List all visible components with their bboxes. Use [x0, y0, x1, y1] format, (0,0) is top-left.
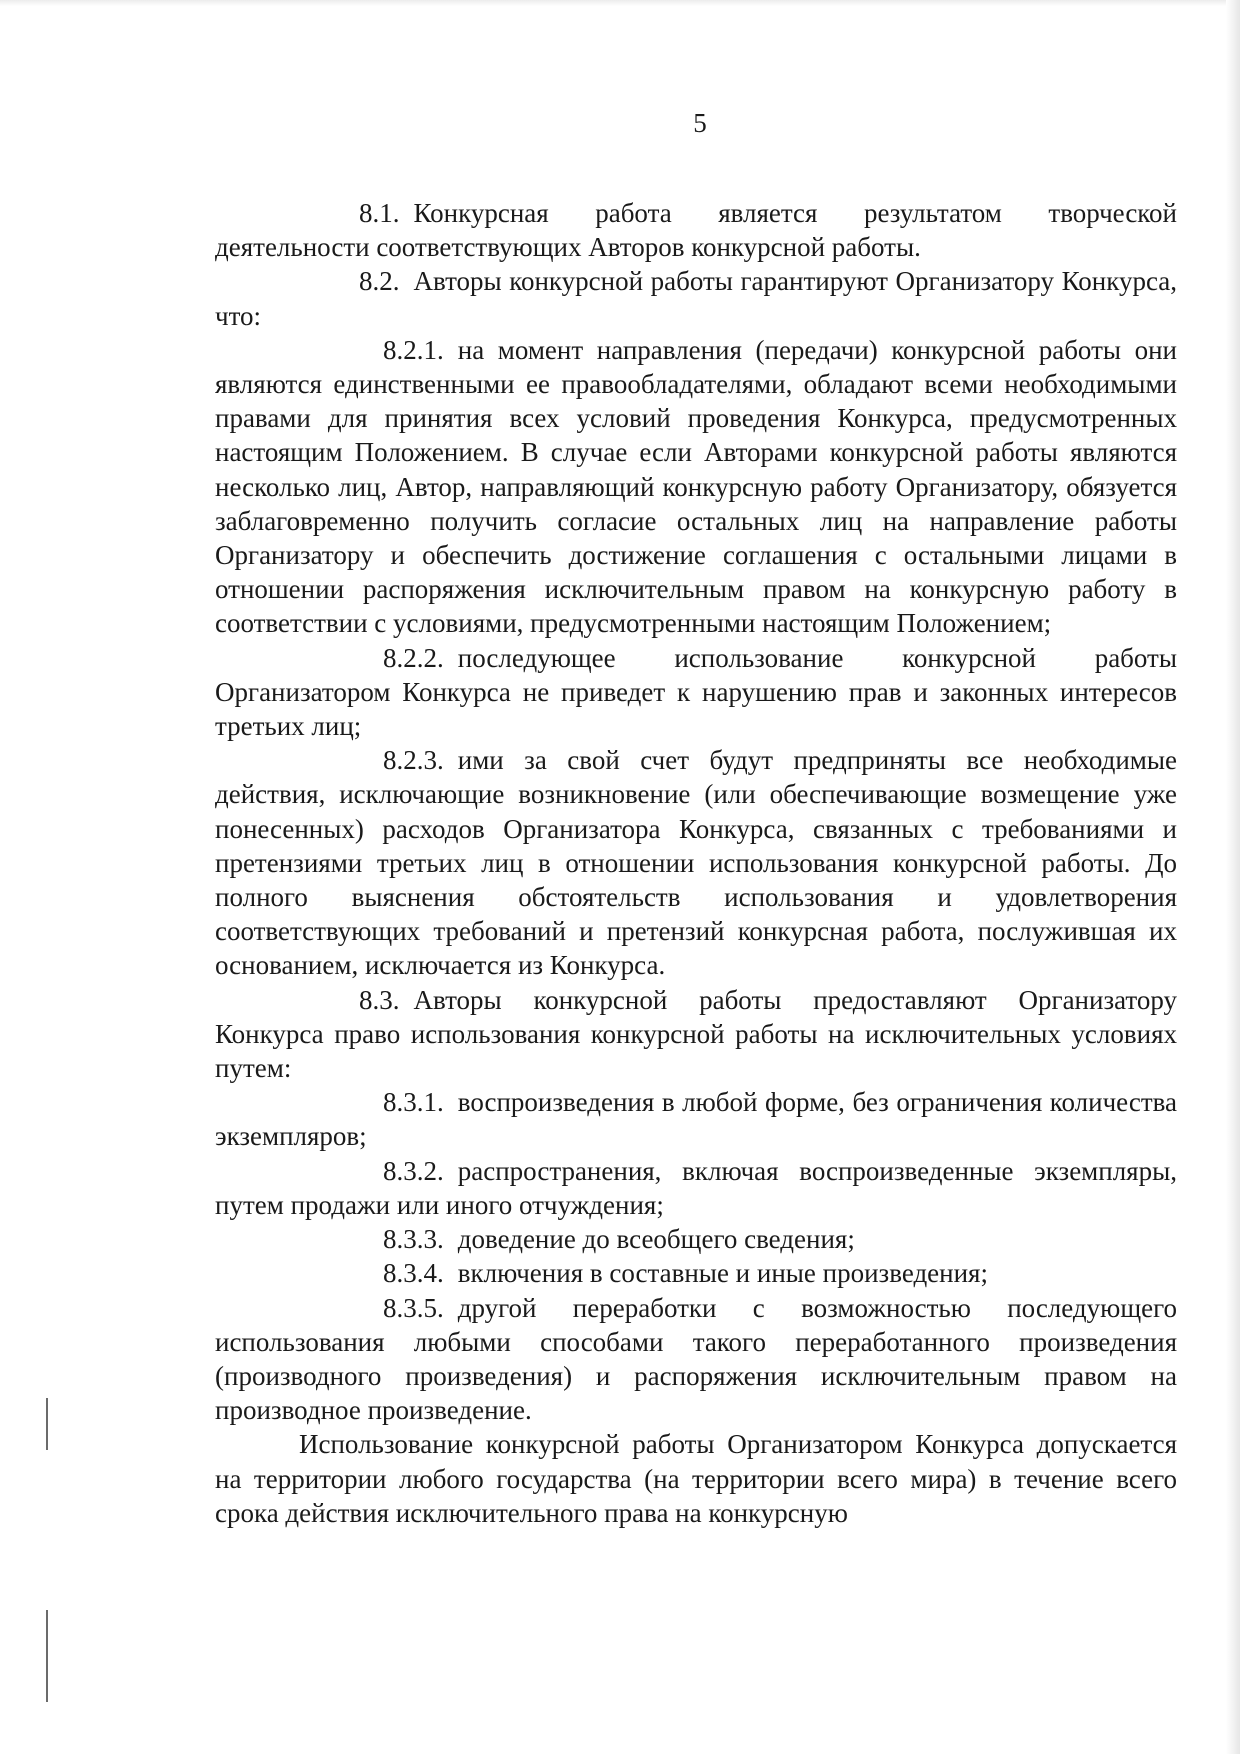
paragraph-number: 8.1.: [359, 198, 400, 228]
paragraph-8-3-2: [215, 1154, 1177, 1222]
paragraph-8-1: [215, 196, 1177, 264]
paragraph-number: 8.2.1.: [383, 334, 444, 365]
paragraph-text: ими за свой счет будут предприняты все необходимые действия, исключающие возникновение (или обеспечивающие возмещение уже понесенных) расходов Организатора Конкурса, связанных с требованиями и претензиями третьих лиц в отношении использования конкурсной работы. До полного выяснения обстоятельств использования и удовлетворения соответствующих требований и претензий конкурсная работа, послужившая их основанием, исключается из Конкурса.: [215, 745, 1177, 981]
paragraph-text: включения в составные и иные произведения;: [457, 1258, 988, 1289]
paragraph-8-3-4: [215, 1256, 1177, 1290]
margin-mark-lower: [46, 1610, 48, 1702]
paragraph-8-2-3: [215, 743, 1177, 982]
paragraph-number: 8.2.: [359, 266, 400, 297]
paragraph-text: распространения, включая воспроизведенные экземпляры, путем продажи или иного отчуждения;: [215, 1155, 1177, 1220]
paragraph-text: другой переработки с возможностью последующего использования любыми способами такого переработанного произведения (производного произведения) и распоряжения исключительным правом на производное произведение.: [215, 1292, 1177, 1426]
paragraph-8-3: [215, 983, 1177, 1086]
paragraph-number: 8.3.4.: [383, 1258, 444, 1289]
paragraph-number: 8.2.3.: [383, 745, 444, 776]
paragraph-text: Конкурсная работа является результатом творческой деятельности соответствующих Авторов конкурсной работы.: [215, 198, 1177, 263]
paragraph-number: 8.2.2.: [383, 642, 444, 673]
paragraph-text: воспроизведения в любой форме, без ограничения количества экземпляров;: [215, 1087, 1177, 1152]
paragraph-text: на момент направления (передачи) конкурсной работы они являются единственными ее правообладателями, обладают всеми необходимыми правами для принятия всех условий проведения Конкурса, предусмотренных настоящим Положением. В случае если Авторами конкурсной работы являются несколько лиц, Автор, направляющий конкурсную работу Организатору, обязуется заблаговременно получить согласие остальных лиц на направление работы Организатору и обеспечить достижение соглашения с остальными лицами в отношении распоряжения исключительным правом на конкурсную работу в соответствии с условиями, предусмотренными настоящим Положением;: [215, 334, 1177, 639]
paragraph-number: 8.3.5.: [383, 1292, 444, 1323]
scan-right-edge: [1226, 0, 1240, 1754]
paragraph-8-2: [215, 264, 1177, 332]
paragraph-8-2-2: [215, 641, 1177, 744]
paragraph-text: Авторы конкурсной работы гарантируют Организатору Конкурса, что:: [215, 266, 1177, 331]
paragraph-number: 8.3.: [359, 984, 400, 1015]
scan-top-shadow: [0, 0, 1240, 6]
paragraph-8-3-5: [215, 1291, 1177, 1428]
paragraph-text: Использование конкурсной работы Организатором Конкурса допускается на территории любого государства (на территории всего мира) в течение всего срока действия исключительного права на конкурсную: [215, 1429, 1177, 1528]
paragraph-territory: [215, 1427, 1177, 1530]
paragraph-8-3-3: [215, 1222, 1177, 1256]
paragraph-text: доведение до всеобщего сведения;: [457, 1224, 855, 1255]
paragraph-8-3-1: [215, 1085, 1177, 1153]
document-body: [215, 196, 1177, 1530]
page-number: 5: [693, 108, 707, 138]
margin-mark-upper: [46, 1398, 48, 1450]
paragraph-number: 8.3.3.: [383, 1224, 444, 1255]
paragraph-number: 8.3.1.: [383, 1087, 444, 1118]
paragraph-number: 8.3.2.: [383, 1155, 444, 1186]
paragraph-text: последующее использование конкурсной работы Организатором Конкурса не приведет к нарушению прав и законных интересов третьих лиц;: [215, 642, 1177, 742]
paragraph-8-2-1: [215, 333, 1177, 641]
paragraph-text: Авторы конкурсной работы предоставляют Организатору Конкурса право использования конкурсной работы на исключительных условиях путем:: [215, 984, 1177, 1084]
